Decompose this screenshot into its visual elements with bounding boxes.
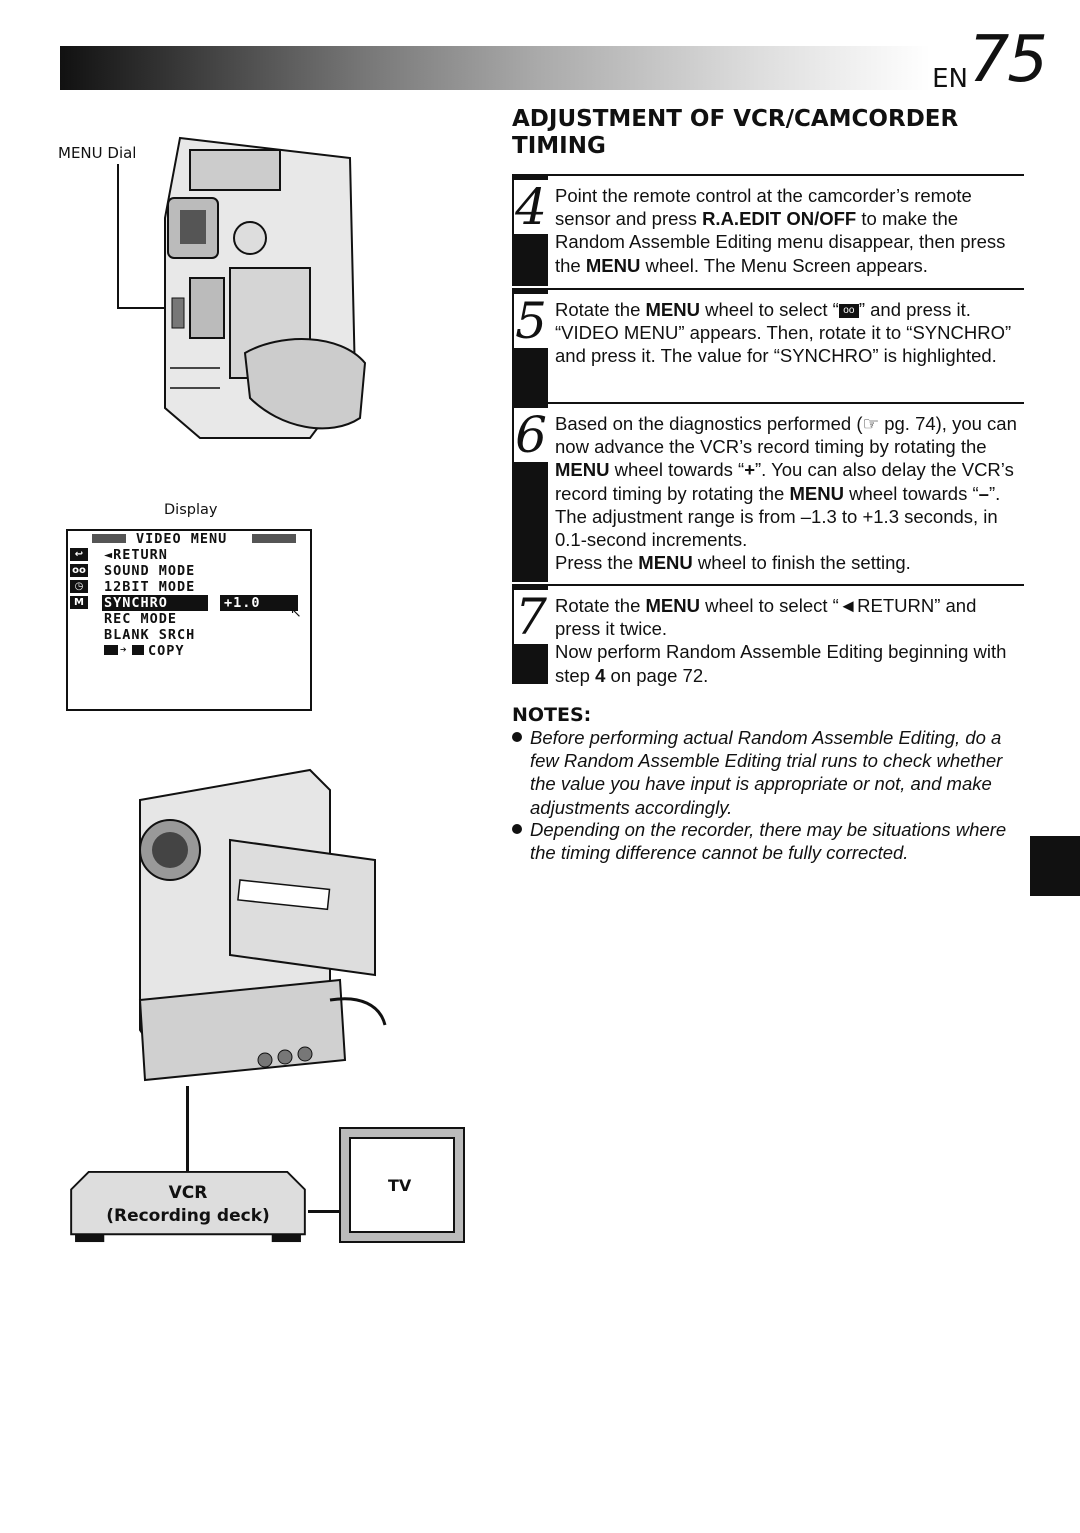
menu-dial-label: MENU Dial xyxy=(58,144,137,162)
tape-icon: oo xyxy=(839,304,859,318)
vcr-sublabel: (Recording deck) xyxy=(106,1206,270,1226)
bullet-icon xyxy=(512,732,522,742)
page-prefix: EN xyxy=(932,64,968,94)
step-6 xyxy=(512,402,1024,582)
step-text: Based on the diagnostics performed (☞ pg. 74), you can now advance the VCR’s record timing by rotating the MENU wheel towards “+”. You can also delay the VCR’s record timing by rotating the MENU wheel towards “–”. The adjustment range is from –1.3 to +1.3 seconds, in 0.1-second increments. Press the MENU wheel to finish the setting. xyxy=(555,413,1017,574)
m-icon: M xyxy=(70,596,88,609)
camcorder-top-illustration xyxy=(110,128,370,458)
connection-cable-vertical xyxy=(186,1086,189,1172)
section-title-line2: TIMING xyxy=(512,133,606,159)
vcr-label: VCR xyxy=(168,1183,208,1203)
tape-icon: oo xyxy=(70,564,88,577)
menu-title-bar-left xyxy=(92,534,126,543)
step-text: Rotate the MENU wheel to select “ oo ” and press it. “VIDEO MENU” appears. Then, rotate it to “SYNCHRO” and press it. The value for “SYNCHRO” is highlighted. xyxy=(555,299,1012,367)
step-7 xyxy=(512,584,1024,684)
connection-cable-horizontal xyxy=(308,1210,342,1213)
section-title xyxy=(512,106,982,160)
note-item: Depending on the recorder, there may be situations where the timing difference cannot be fully corrected. xyxy=(512,818,1017,864)
step-text: Point the remote control at the camcorder’s remote sensor and press R.A.EDIT ON/OFF to make the Random Assemble Editing menu disappear, then press the MENU wheel. The Menu Screen appears. xyxy=(555,185,1006,276)
header-gradient-bar xyxy=(60,46,930,90)
menu-title-bar-right xyxy=(252,534,296,543)
return-icon: ↩ xyxy=(70,548,88,561)
step-number: 6 xyxy=(515,406,547,464)
synchro-value: +1.0 xyxy=(220,595,298,611)
menu-item-12bit-mode: 12BIT MODE xyxy=(104,579,196,595)
step-text: Rotate the MENU wheel to select “◄RETURN” and press it twice. Now perform Random Assemble Editing beginning with step 4 on page 72. xyxy=(555,595,1007,686)
step-5 xyxy=(512,288,1024,402)
menu-item-copy: COPY xyxy=(148,643,185,659)
step-number: 4 xyxy=(515,178,547,236)
notes-title: NOTES: xyxy=(512,704,592,726)
step-divider xyxy=(548,402,1024,404)
arrow-icon: ➔ xyxy=(120,643,128,656)
camcorder-dock-illustration xyxy=(100,760,400,1090)
step-number: 7 xyxy=(515,588,547,646)
note-item: Before performing actual Random Assemble Editing, do a few Random Assemble Editing trial runs to check whether the value you have input is appropriate or not, and make adjustments accordingly. xyxy=(512,726,1017,819)
menu-title: VIDEO MENU xyxy=(136,531,228,547)
page-number: 75 xyxy=(968,23,1046,97)
step-divider xyxy=(548,584,1024,586)
menu-screen-display xyxy=(66,529,312,711)
step-divider xyxy=(548,174,1024,176)
bullet-icon xyxy=(512,824,522,834)
side-thumb-tab xyxy=(1030,836,1080,896)
tape-icon xyxy=(104,645,118,655)
step-divider xyxy=(548,288,1024,290)
section-title-line1: ADJUSTMENT OF VCR/CAMCORDER xyxy=(512,106,959,132)
menu-item-rec-mode: REC MODE xyxy=(104,611,178,627)
menu-item-sound-mode: SOUND MODE xyxy=(104,563,196,579)
menu-item-return: ◄RETURN xyxy=(104,547,168,563)
menu-item-synchro: SYNCHRO xyxy=(102,595,208,611)
m-icon xyxy=(132,645,144,655)
step-4 xyxy=(512,174,1024,286)
clock-icon: ◷ xyxy=(70,580,88,593)
step-number: 5 xyxy=(515,292,547,350)
cursor-arrow-icon: ↖ xyxy=(290,605,302,621)
tv-label: TV xyxy=(388,1176,412,1195)
menu-item-blank-srch: BLANK SRCH xyxy=(104,627,196,643)
display-label: Display xyxy=(164,502,218,518)
